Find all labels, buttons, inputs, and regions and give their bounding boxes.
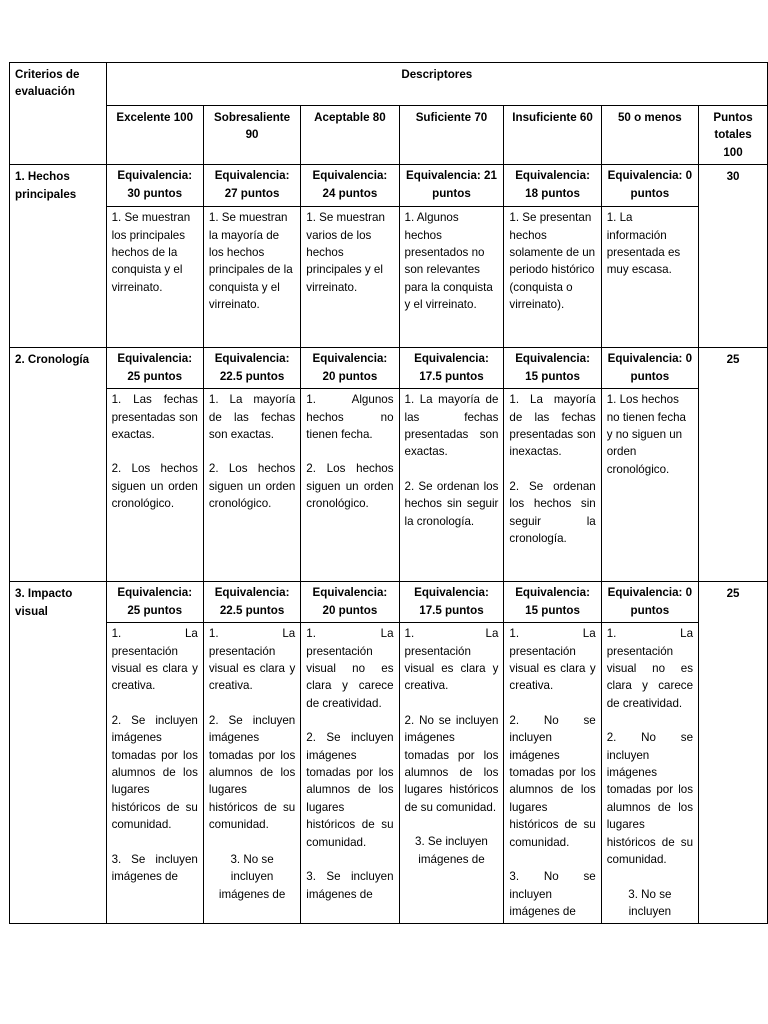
equivalence-cell: Equivalencia: 24 puntos: [301, 165, 399, 207]
descriptor-item: 2. Se ordenan los hechos sin seguir la cronología.: [404, 479, 499, 528]
criteria-header: Criterios de evaluación: [10, 63, 107, 165]
criterion-total: 30: [699, 165, 768, 348]
equivalence-cell: Equivalencia: 20 puntos: [301, 348, 399, 389]
criterion-name: 3. Impacto visual: [10, 582, 107, 924]
descriptor-cell: [601, 389, 698, 582]
descriptor-item: 3. No se incluyen: [628, 887, 672, 918]
descriptor-item: 1. La presentación visual es clara y creativa.: [509, 627, 596, 693]
level-header: 50 o menos: [601, 106, 698, 165]
equivalence-cell: Equivalencia: 22.5 puntos: [203, 582, 300, 623]
descriptor-item: 1. La mayoría de las fechas son exactas.: [208, 393, 296, 442]
equivalence-cell: Equivalencia: 25 puntos: [106, 582, 203, 623]
equivalence-cell: Equivalencia: 21 puntos: [399, 165, 504, 207]
equivalence-cell: Equivalencia: 17.5 puntos: [399, 348, 504, 389]
descriptor-item: 1. Las fechas presentadas son exactas.: [111, 393, 198, 442]
descriptor-item: 2. Los hechos siguen un orden cronológico.: [306, 462, 394, 511]
descriptor-cell: [601, 207, 698, 348]
descriptor-item: 1. Se presentan hechos solamente de un periodo histórico (conquista o virreinato).: [509, 211, 596, 312]
descriptor-item: 1. Se muestran los principales hechos de la conquista y el virreinato.: [111, 211, 191, 294]
descriptor-cell: [301, 623, 399, 924]
level-header: Aceptable 80: [301, 106, 399, 165]
descriptor-item: 2. No se incluyen imágenes tomadas por los alumnos de los lugares históricos de su comunidad.: [606, 731, 694, 867]
descriptor-cell: [601, 623, 698, 924]
descriptor-cell: [399, 389, 504, 582]
descriptor-cell: [203, 207, 300, 348]
description-row: [10, 389, 768, 582]
equivalence-cell: Equivalencia: 18 puntos: [504, 165, 601, 207]
criterion-total: 25: [699, 582, 768, 924]
equivalence-cell: Equivalencia: 15 puntos: [504, 582, 601, 623]
descriptor-item: 2. Se incluyen imágenes tomadas por los alumnos de los lugares históricos de su comunidad.: [111, 713, 198, 832]
descriptor-item: 2. Se ordenan los hechos sin seguir la cronología.: [509, 479, 596, 546]
descriptor-item: 3. Se incluyen imágenes de: [111, 852, 198, 884]
criterion-row: [10, 582, 768, 623]
descriptor-item: 2. No se incluyen imágenes tomadas por los alumnos de los lugares históricos de su comunidad.: [509, 713, 596, 849]
header-row-levels: [10, 106, 768, 165]
descriptor-cell: [106, 623, 203, 924]
descriptor-item: 3. No se incluyen imágenes de: [509, 870, 596, 918]
descriptor-item: 2. Se incluyen imágenes tomadas por los alumnos de los lugares históricos de su comunidad.: [306, 731, 394, 849]
descriptors-header: Descriptores: [106, 63, 767, 106]
criterion-row: [10, 165, 768, 207]
equivalence-cell: Equivalencia: 25 puntos: [106, 348, 203, 389]
equivalence-cell: Equivalencia: 22.5 puntos: [203, 348, 300, 389]
equivalence-cell: Equivalencia: 0 puntos: [601, 582, 698, 623]
total-points-header: Puntos totales 100: [699, 106, 768, 165]
descriptor-item: 1. Algunos hechos presentados no son relevantes para la conquista y el virreinato.: [404, 211, 493, 312]
descriptor-cell: [399, 623, 504, 924]
equivalence-cell: Equivalencia: 0 puntos: [601, 165, 698, 207]
rubric-table: [9, 62, 768, 924]
descriptor-item: 3. Se incluyen imágenes de: [415, 835, 488, 866]
descriptor-item: 1. La presentación visual no es clara y carece de creatividad.: [306, 627, 394, 710]
descriptor-item: 1. La mayoría de las fechas presentadas son exactas.: [404, 393, 499, 459]
equivalence-cell: Equivalencia: 0 puntos: [601, 348, 698, 389]
descriptor-item: 1. Algunos hechos no tienen fecha.: [306, 393, 394, 442]
descriptor-item: 2. No se incluyen imágenes tomadas por los alumnos de los lugares históricos de su comunidad.: [404, 713, 499, 814]
descriptor-item: 1. La información presentada es muy escasa.: [606, 211, 681, 277]
descriptor-item: 1. La presentación visual es clara y creativa.: [111, 627, 198, 693]
descriptor-item: 1. Se muestran la mayoría de los hechos principales de la conquista y el virreinato.: [208, 211, 293, 312]
description-row: [10, 623, 768, 924]
descriptor-item: 3. No se incluyen imágenes de: [218, 852, 286, 901]
descriptor-cell: [203, 623, 300, 924]
descriptor-item: 1. Los hechos no tienen fecha y no siguen un orden cronológico.: [606, 393, 687, 476]
criterion-row: [10, 348, 768, 389]
descriptor-cell: [301, 389, 399, 582]
descriptor-cell: [106, 389, 203, 582]
description-row: [10, 207, 768, 348]
equivalence-cell: Equivalencia: 17.5 puntos: [399, 582, 504, 623]
equivalence-cell: Equivalencia: 30 puntos: [106, 165, 203, 207]
descriptor-item: 2. Los hechos siguen un orden cronológico.: [111, 462, 198, 511]
equivalence-cell: Equivalencia: 27 puntos: [203, 165, 300, 207]
descriptor-item: 1. La presentación visual es clara y creativa.: [404, 627, 499, 693]
criterion-name: 2. Cronología: [10, 348, 107, 582]
level-header: Suficiente 70: [399, 106, 504, 165]
descriptor-cell: [504, 623, 601, 924]
equivalence-cell: Equivalencia: 15 puntos: [504, 348, 601, 389]
descriptor-item: 2. Se incluyen imágenes tomadas por los alumnos de los lugares históricos de su comunidad.: [208, 713, 296, 832]
level-header: Sobresaliente 90: [203, 106, 300, 165]
descriptor-cell: [106, 207, 203, 348]
criterion-name: 1. Hechos principales: [10, 165, 107, 348]
header-row-top: [10, 63, 768, 106]
criterion-total: 25: [699, 348, 768, 582]
level-header: Excelente 100: [106, 106, 203, 165]
descriptor-item: 2. Los hechos siguen un orden cronológico.: [208, 462, 296, 511]
level-header: Insuficiente 60: [504, 106, 601, 165]
descriptor-item: 1. Se muestran varios de los hechos principales y el virreinato.: [306, 211, 385, 294]
descriptor-item: 3. Se incluyen imágenes de: [306, 870, 394, 901]
descriptor-item: 1. La presentación visual es clara y creativa.: [208, 627, 296, 693]
descriptor-item: 1. La presentación visual no es clara y carece de creatividad.: [606, 627, 694, 710]
descriptor-cell: [399, 207, 504, 348]
descriptor-cell: [301, 207, 399, 348]
descriptor-cell: [504, 389, 601, 582]
descriptor-cell: [203, 389, 300, 582]
descriptor-item: 1. La mayoría de las fechas presentadas son inexactas.: [509, 393, 596, 459]
equivalence-cell: Equivalencia: 20 puntos: [301, 582, 399, 623]
descriptor-cell: [504, 207, 601, 348]
